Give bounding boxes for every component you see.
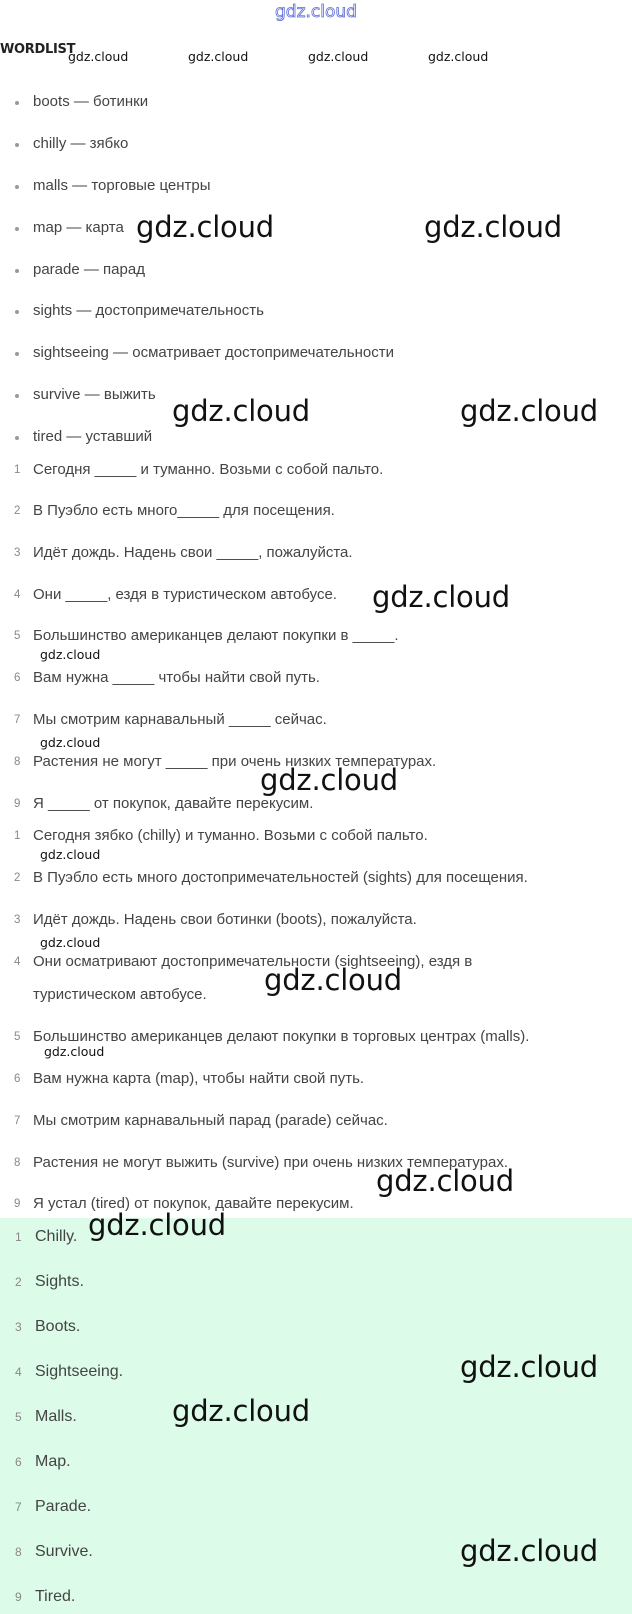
bullet-icon [15,185,19,189]
watermark: gdz.cloud [40,647,101,662]
watermark: gdz.cloud [88,1208,226,1242]
watermark: gdz.cloud [308,49,369,64]
wordlist-heading: WORDLIST [0,42,76,57]
watermark: gdz.cloud [460,1534,598,1568]
watermark: gdz.cloud [40,847,101,862]
bullet-icon [15,101,19,105]
watermark: gdz.cloud [40,935,101,950]
site-logo[interactable]: gdz.cloud [275,2,357,22]
bullet-icon [15,436,19,440]
watermark: gdz.cloud [428,49,489,64]
watermark: gdz.cloud [136,210,274,244]
bullet-icon [15,352,19,356]
watermark: gdz.cloud [172,1394,310,1428]
watermark: gdz.cloud [188,49,249,64]
watermark: gdz.cloud [264,963,402,997]
watermark: gdz.cloud [68,49,129,64]
watermark: gdz.cloud [376,1164,514,1198]
watermark: gdz.cloud [372,580,510,614]
bullet-icon [15,143,19,147]
bullet-icon [15,310,19,314]
bullet-icon [15,269,19,273]
watermark: gdz.cloud [172,394,310,428]
watermark: gdz.cloud [44,1044,105,1059]
watermark: gdz.cloud [460,1350,598,1384]
bullet-icon [15,227,19,231]
bullet-icon [15,394,19,398]
watermark: gdz.cloud [460,394,598,428]
watermark: gdz.cloud [40,735,101,750]
watermark: gdz.cloud [424,210,562,244]
watermark: gdz.cloud [260,763,398,797]
